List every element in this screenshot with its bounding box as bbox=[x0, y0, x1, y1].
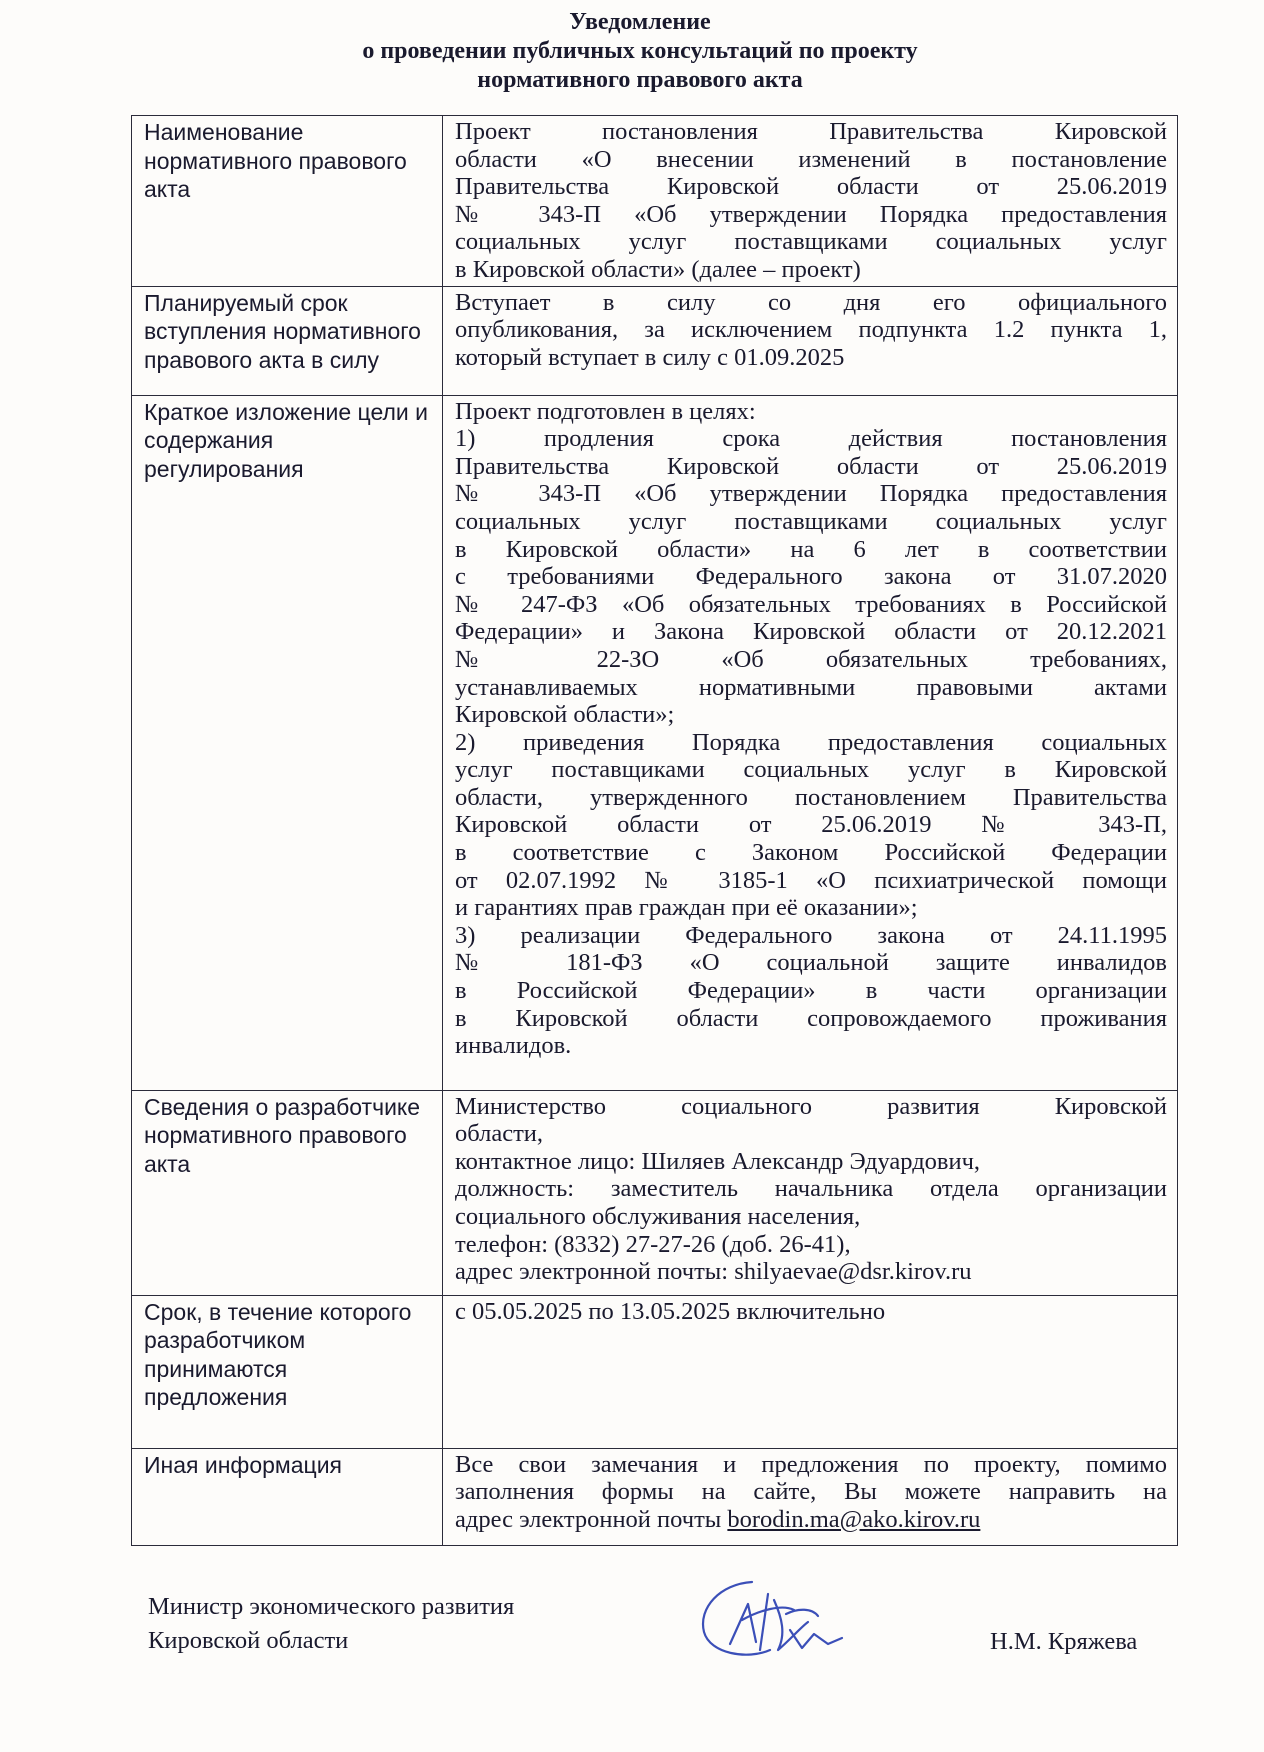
table-row-effective-date bbox=[132, 286, 1178, 395]
text-line: и гарантиях прав граждан при её оказании»; bbox=[455, 894, 918, 922]
table-row-developer bbox=[132, 1090, 1178, 1295]
text-line: устанавливаемых нормативными правовыми актами bbox=[455, 673, 1167, 701]
text-line: Все свои замечания и предложения по проекту, помимо bbox=[455, 1450, 1167, 1478]
text-line: № 343-П «Об утверждении Порядка предоставления bbox=[455, 480, 1167, 508]
text-line: в Российской Федерации» в части организации bbox=[455, 977, 1167, 1005]
text-line: услуг поставщиками социальных услуг в Кировской bbox=[455, 756, 1167, 784]
notice-table bbox=[131, 115, 1178, 1546]
table-row-period bbox=[132, 1295, 1178, 1448]
text-line: № 181-ФЗ «О социальной защите инвалидов bbox=[455, 949, 1167, 977]
text-line: 1) продления срока действия постановления bbox=[455, 425, 1167, 453]
text-line: Проект постановления Правительства Кировской bbox=[455, 118, 1167, 145]
period-label: Срок, в течение которого разработчиком принимаются предложения bbox=[132, 1295, 443, 1448]
text-line: № 247-ФЗ «Об обязательных требованиях в Российской bbox=[455, 590, 1167, 618]
text-line: с требованиями Федерального закона от 31.07.2020 bbox=[455, 563, 1167, 591]
table-row-other-info bbox=[132, 1448, 1178, 1545]
text-line: инвалидов. bbox=[455, 1032, 572, 1060]
text-line: телефон: (8332) 27-27-26 (доб. 26-41), bbox=[455, 1230, 851, 1258]
notice-title bbox=[150, 8, 1130, 95]
effective-date-value bbox=[443, 286, 1178, 395]
contact-email-link[interactable]: borodin.ma@ako.kirov.ru bbox=[727, 1505, 981, 1533]
title-line-2: о проведении публичных консультаций по проекту bbox=[362, 38, 918, 64]
handwritten-signature-icon bbox=[690, 1570, 860, 1670]
text-line: в Кировской области» на 6 лет в соответствии bbox=[455, 535, 1167, 563]
developer-email[interactable]: адрес электронной почты: shilyaevae@dsr.kirov.ru bbox=[455, 1258, 972, 1286]
text-line: опубликования, за исключением подпункта 1.2 пункта 1, bbox=[455, 316, 1167, 344]
text-line: от 02.07.1992 № 3185-1 «О психиатрической помощи bbox=[455, 866, 1167, 894]
text-line: 2) приведения Порядка предоставления социальных bbox=[455, 728, 1167, 756]
signatory-position bbox=[148, 1590, 514, 1658]
email-line bbox=[455, 1506, 1167, 1534]
text-line: в соответствие с Законом Российской Федерации bbox=[455, 839, 1167, 867]
text-line: № 343-П «Об утверждении Порядка предоставления bbox=[455, 200, 1167, 228]
text-line: № 22-ЗО «Об обязательных требованиях, bbox=[455, 645, 1167, 673]
text-line: Министерство социального развития Кировской bbox=[455, 1092, 1167, 1120]
text-line: Правительства Кировской области от 25.06.2019 bbox=[455, 173, 1167, 201]
text-line: Кировской области от 25.06.2019 № 343-П, bbox=[455, 811, 1167, 839]
title-line-1: Уведомление bbox=[569, 9, 711, 35]
position-line-1: Министр экономического развития bbox=[148, 1593, 515, 1620]
title-line-3: нормативного правового акта bbox=[477, 67, 803, 93]
text-line: Правительства Кировской области от 25.06.2019 bbox=[455, 452, 1167, 480]
email-prefix: адрес электронной почты bbox=[455, 1505, 728, 1533]
text-line: социального обслуживания населения, bbox=[455, 1202, 861, 1230]
text-line: контактное лицо: Шиляев Александр Эдуардович, bbox=[455, 1147, 981, 1175]
developer-label: Сведения о разработчике нормативного правового акта bbox=[132, 1090, 443, 1295]
text-line: который вступает в силу с 01.09.2025 bbox=[455, 343, 845, 371]
act-name-label: Наименование нормативного правового акта bbox=[132, 116, 443, 287]
table-row-act-name bbox=[132, 116, 1178, 287]
position-line-2: Кировской области bbox=[148, 1627, 349, 1654]
act-name-value bbox=[443, 116, 1178, 287]
text-line: области, утвержденного постановлением Правительства bbox=[455, 783, 1167, 811]
other-info-label: Иная информация bbox=[132, 1448, 443, 1545]
text-line: Вступает в силу со дня его официального bbox=[455, 288, 1167, 316]
text-line: социальных услуг поставщиками социальных услуг bbox=[455, 507, 1167, 535]
text-line: Федерации» и Закона Кировской области от 20.12.2021 bbox=[455, 618, 1167, 646]
other-info-value bbox=[443, 1448, 1178, 1545]
text-line: Кировской области»; bbox=[455, 701, 675, 729]
text-line: 3) реализации Федерального закона от 24.11.1995 bbox=[455, 921, 1167, 949]
text-line: в Кировской области» (далее – проект) bbox=[455, 255, 861, 283]
text-line: области, bbox=[455, 1120, 544, 1148]
text-line: в Кировской области сопровождаемого проживания bbox=[455, 1004, 1167, 1032]
text-line: заполнения формы на сайте, Вы можете направить на bbox=[455, 1478, 1167, 1506]
summary-label: Краткое изложение цели и содержания регулирования bbox=[132, 395, 443, 1090]
developer-value bbox=[443, 1090, 1178, 1295]
text-line: социальных услуг поставщиками социальных услуг bbox=[455, 228, 1167, 256]
signatory-name: Н.М. Кряжева bbox=[990, 1628, 1138, 1655]
summary-value bbox=[443, 395, 1178, 1090]
text-line: Проект подготовлен в целях: bbox=[455, 397, 756, 425]
effective-date-label: Планируемый срок вступления нормативного правового акта в силу bbox=[132, 286, 443, 395]
table-row-summary bbox=[132, 395, 1178, 1090]
period-value: с 05.05.2025 по 13.05.2025 включительно bbox=[443, 1295, 1178, 1448]
text-line: области «О внесении изменений в постановление bbox=[455, 145, 1167, 173]
text-line: должность: заместитель начальника отдела организации bbox=[455, 1175, 1167, 1203]
